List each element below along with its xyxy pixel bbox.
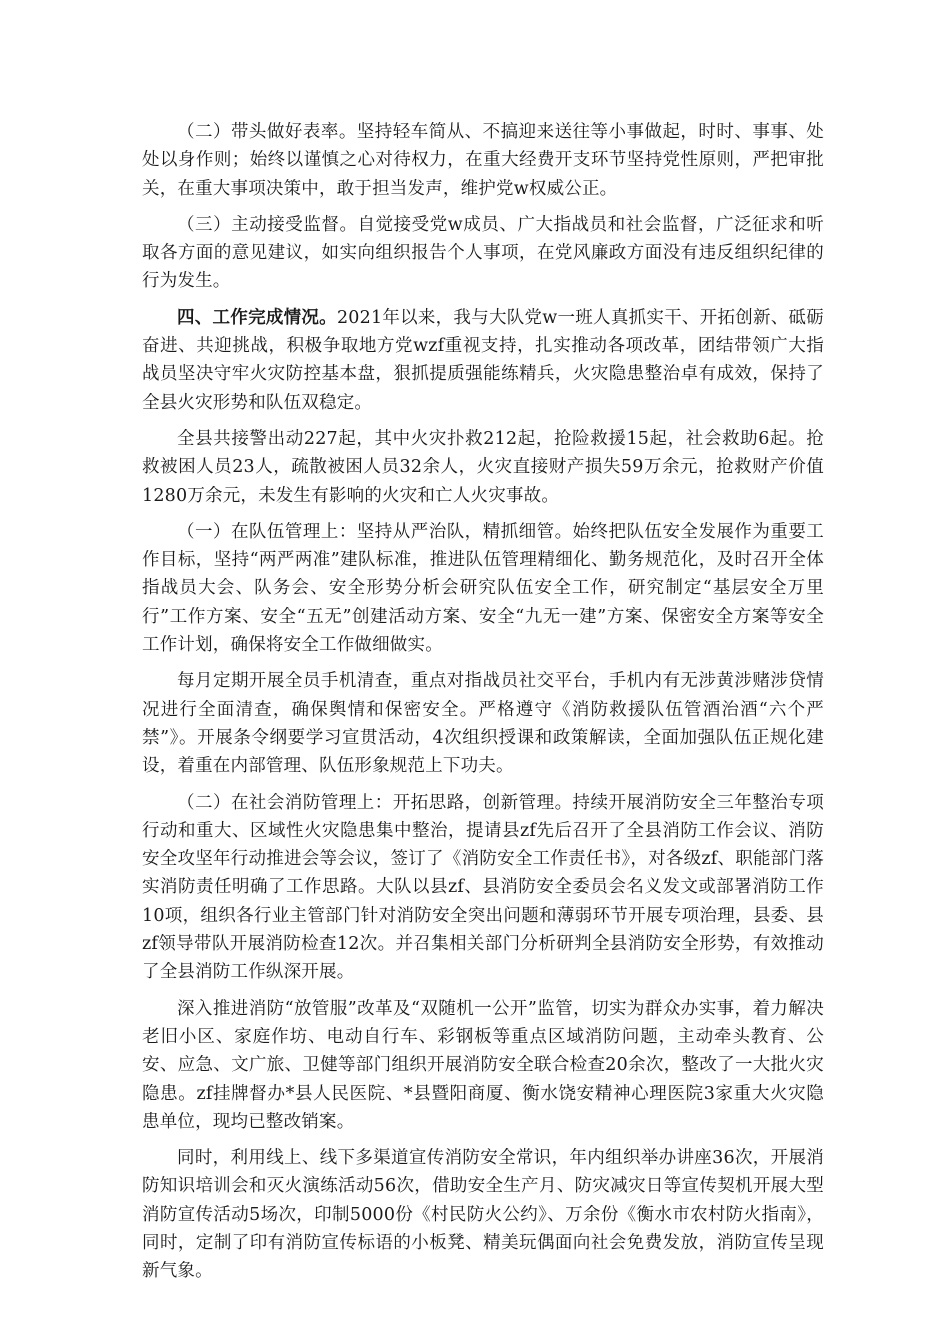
paragraph-lead-by-example	[142, 118, 824, 203]
paragraph-text: 全县共接警出动227起，其中火灾扑救212起，抢险救援15起，社会救助6起。抢救被困人员23人，疏散被困人员32余人，火灾直接财产损失59万余元，抢救财产价值1280万余元，未发生有影响的火灾和亡人火灾事故。	[142, 428, 824, 506]
paragraph-text: 每月定期开展全员手机清查，重点对指战员社交平台，手机内有无涉黄涉赌涉贷情况进行全面清查，确保舆情和保密安全。严格遵守《消防救援队伍管酒治酒“六个严禁”》。开展条令纲要学习宣贯活动，4次组织授课和政策解读，全面加强队伍正规化建设，着重在内部管理、队伍形象规范上下功夫。	[142, 671, 824, 777]
section-heading: 四、工作完成情况。	[177, 307, 337, 328]
paragraph-alarm-statistics	[142, 425, 824, 510]
paragraph-work-completion	[142, 304, 824, 417]
paragraph-social-fire-management	[142, 789, 824, 987]
paragraph-text: 2021年以来，我与大队党w一班人真抓实干、开拓创新、砥砺奋进、共迎挑战，积极争取地方党wzf重视支持，扎实推动各项改革，团结带领广大指战员坚决守牢火灾防控基本盘，狠抓提质强能练精兵，火灾隐患整治卓有成效，保持了全县火灾形势和队伍双稳定。	[142, 307, 824, 413]
paragraph-text: （三）主动接受监督。自觉接受党w成员、广大指战员和社会监督，广泛征求和听取各方面的意见建议，如实向组织报告个人事项，在党风廉政方面没有违反组织纪律的行为发生。	[142, 214, 824, 292]
paragraph-accept-supervision	[142, 211, 824, 296]
paragraph-publicity	[142, 1144, 824, 1285]
paragraph-text: 同时，利用线上、线下多渠道宣传消防安全常识，年内组织举办讲座36次，开展消防知识培训会和灭火演练活动56次，借助安全生产月、防灾减灾日等宣传契机开展大型消防宣传活动5场次，印制5000份《村民防火公约》、万余份《衡水市农村防火指南》，同时，定制了印有消防宣传标语的小板凳、精美玩偶面向社会免费发放，消防宣传呈现新气象。	[142, 1148, 824, 1282]
paragraph-text: 深入推进消防“放管服”改革及“双随机一公开”监管，切实为群众办实事，着力解决老旧小区、家庭作坊、电动自行车、彩钢板等重点区域消防问题，主动牵头教育、公安、应急、文广旅、卫健等部门组织开展消防安全联合检查20余次，整改了一大批火灾隐患。zf挂牌督办*县人民医院、*县暨阳商厦、衡水饶安精神心理医院3家重大火灾隐患单位，现均已整改销案。	[142, 998, 824, 1132]
paragraph-text: （二）在社会消防管理上：开拓思路，创新管理。持续开展消防安全三年整治专项行动和重大、区域性火灾隐患集中整治，提请县zf先后召开了全县消防工作会议、消防安全攻坚年行动推进会等会议，签订了《消防安全工作责任书》，对各级zf、职能部门落实消防责任明确了工作思路。大队以县zf、县消防安全委员会名义发文或部署消防工作10项，组织各行业主管部门针对消防安全突出问题和薄弱环节开展专项治理，县委、县zf领导带队开展消防检查12次。并召集相关部门分析研判全县消防安全形势，有效推动了全县消防工作纵深开展。	[142, 792, 824, 983]
paragraph-reform-supervision	[142, 995, 824, 1136]
paragraph-phone-inspection	[142, 667, 824, 780]
paragraph-text: （二）带头做好表率。坚持轻车简从、不搞迎来送往等小事做起，时时、事事、处处以身作则；始终以谨慎之心对待权力，在重大经费开支环节坚持党性原则，严把审批关，在重大事项决策中，敢于担当发声，维护党w权威公正。	[142, 122, 824, 199]
paragraph-text: （一）在队伍管理上：坚持从严治队，精抓细管。始终把队伍安全发展作为重要工作目标，坚持“两严两准”建队标准，推进队伍管理精细化、勤务规范化，及时召开全体指战员大会、队务会、安全形势分析会研究队伍安全工作，研究制定“基层安全万里行”工作方案、安全“五无”创建活动方案、安全“九无一建”方案、保密安全方案等安全工作计划，确保将安全工作做细做实。	[142, 521, 824, 656]
paragraph-team-management	[142, 518, 824, 659]
document-body	[142, 118, 824, 1294]
